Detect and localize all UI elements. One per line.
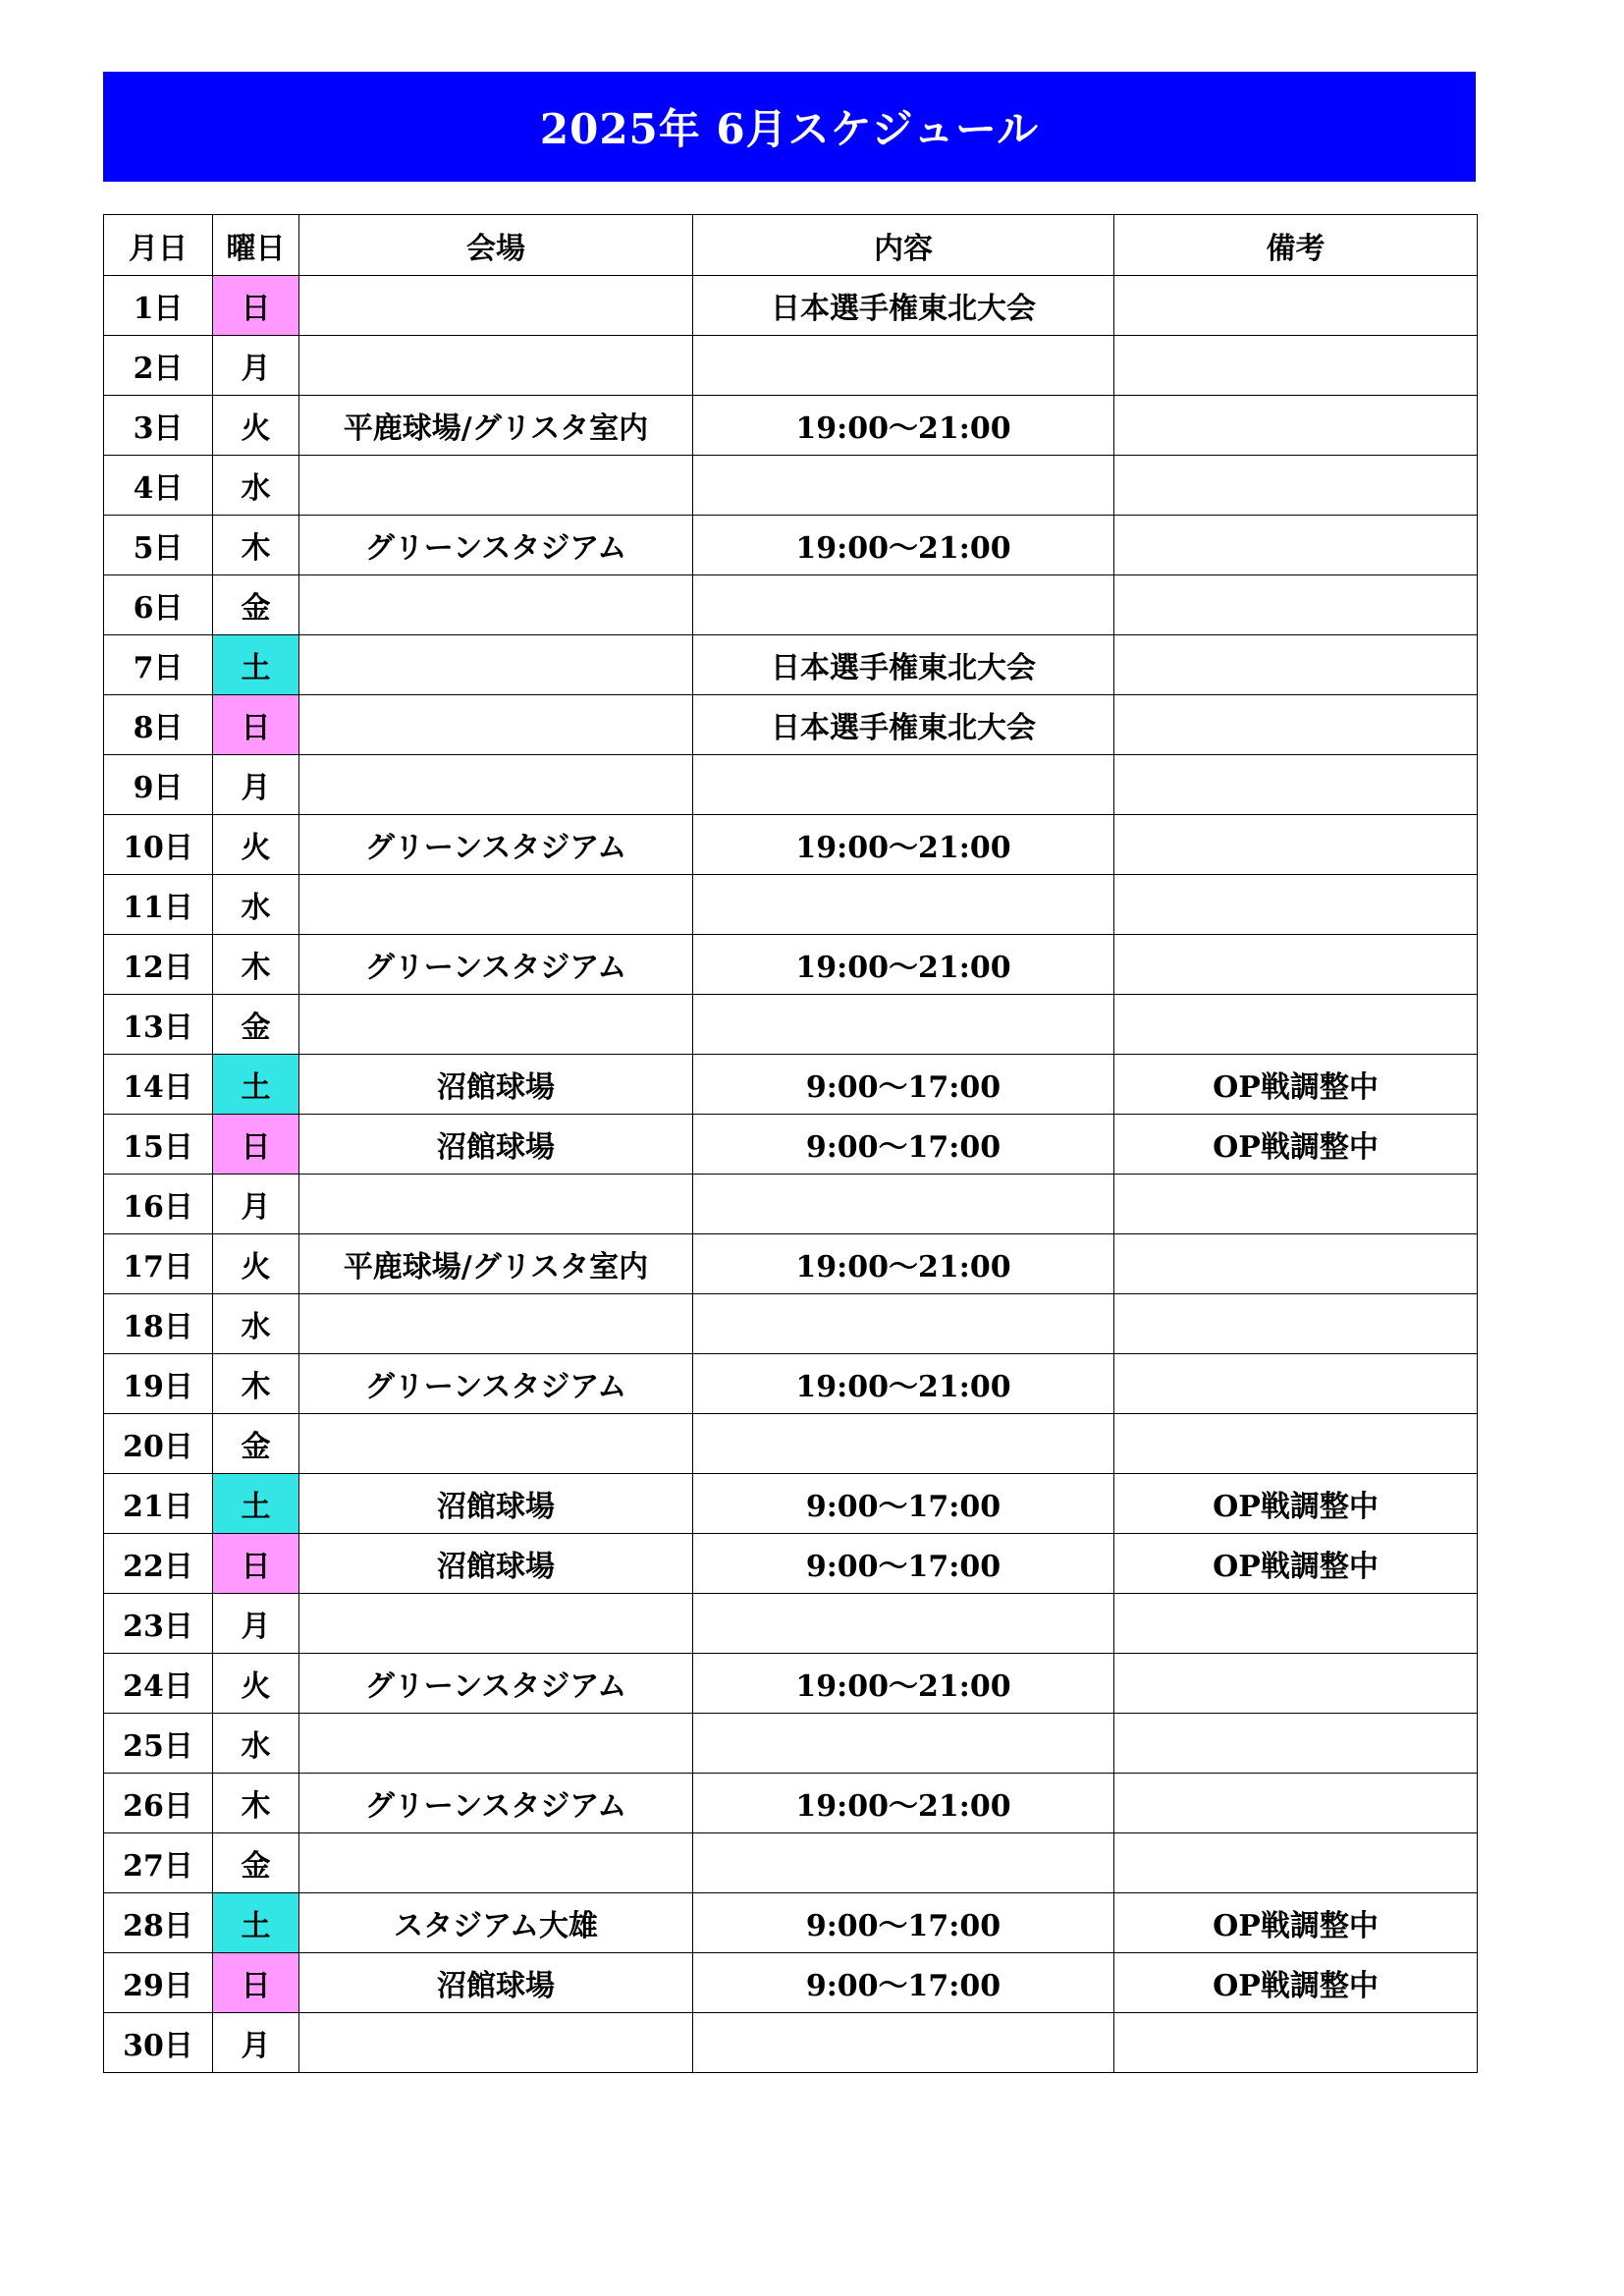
table-row [104, 935, 1478, 995]
cell-notes [1114, 1175, 1478, 1234]
cell-venue: 沼館球場 [299, 1055, 693, 1115]
cell-content [693, 1294, 1114, 1354]
cell-date: 16日 [104, 1175, 213, 1234]
cell-date: 26日 [104, 1774, 213, 1833]
cell-notes [1114, 276, 1478, 336]
cell-content [693, 1833, 1114, 1893]
cell-date: 3日 [104, 396, 213, 456]
cell-content: 19:00～21:00 [693, 516, 1114, 575]
table-row [104, 695, 1478, 755]
table-row [104, 1474, 1478, 1534]
cell-notes: OP戦調整中 [1114, 1115, 1478, 1175]
cell-venue: 沼館球場 [299, 1115, 693, 1175]
cell-date: 15日 [104, 1115, 213, 1175]
table-row [104, 456, 1478, 516]
cell-venue [299, 1714, 693, 1774]
cell-dow: 日 [213, 1115, 299, 1175]
cell-dow: 月 [213, 1175, 299, 1234]
cell-date: 2日 [104, 336, 213, 396]
cell-date: 22日 [104, 1534, 213, 1594]
cell-notes [1114, 1234, 1478, 1294]
cell-content [693, 995, 1114, 1055]
cell-dow: 月 [213, 336, 299, 396]
cell-venue: グリーンスタジアム [299, 1774, 693, 1833]
table-row [104, 276, 1478, 336]
cell-venue [299, 1175, 693, 1234]
cell-venue [299, 1294, 693, 1354]
cell-venue: グリーンスタジアム [299, 1654, 693, 1714]
cell-date: 8日 [104, 695, 213, 755]
cell-notes [1114, 695, 1478, 755]
table-row [104, 815, 1478, 875]
cell-dow: 日 [213, 1534, 299, 1594]
cell-dow: 木 [213, 516, 299, 575]
cell-date: 13日 [104, 995, 213, 1055]
header-dow: 曜日 [213, 215, 299, 276]
cell-dow: 木 [213, 935, 299, 995]
table-row [104, 1953, 1478, 2013]
cell-dow: 土 [213, 1055, 299, 1115]
cell-venue [299, 276, 693, 336]
cell-date: 6日 [104, 575, 213, 635]
cell-content: 19:00～21:00 [693, 1654, 1114, 1714]
cell-venue [299, 1833, 693, 1893]
table-header [104, 215, 1478, 276]
table-row [104, 875, 1478, 935]
cell-venue [299, 995, 693, 1055]
cell-dow: 金 [213, 575, 299, 635]
cell-venue: 平鹿球場/グリスタ室内 [299, 396, 693, 456]
cell-date: 9日 [104, 755, 213, 815]
cell-notes [1114, 995, 1478, 1055]
table-row [104, 1234, 1478, 1294]
cell-notes [1114, 575, 1478, 635]
cell-notes [1114, 635, 1478, 695]
cell-venue [299, 336, 693, 396]
cell-venue [299, 1414, 693, 1474]
cell-content [693, 336, 1114, 396]
cell-dow: 月 [213, 755, 299, 815]
cell-notes [1114, 456, 1478, 516]
cell-venue [299, 1594, 693, 1654]
table-row [104, 1175, 1478, 1234]
cell-content: 日本選手権東北大会 [693, 695, 1114, 755]
cell-content: 19:00～21:00 [693, 1774, 1114, 1833]
cell-content: 19:00～21:00 [693, 935, 1114, 995]
cell-venue: グリーンスタジアム [299, 516, 693, 575]
cell-notes: OP戦調整中 [1114, 1953, 1478, 2013]
cell-date: 21日 [104, 1474, 213, 1534]
cell-dow: 日 [213, 1953, 299, 2013]
cell-dow: 火 [213, 1234, 299, 1294]
cell-venue: 沼館球場 [299, 1534, 693, 1594]
page-title: 2025年 6月スケジュール [103, 72, 1476, 182]
cell-venue: グリーンスタジアム [299, 935, 693, 995]
cell-venue: グリーンスタジアム [299, 815, 693, 875]
cell-dow: 金 [213, 1833, 299, 1893]
cell-content [693, 1414, 1114, 1474]
cell-notes: OP戦調整中 [1114, 1474, 1478, 1534]
cell-dow: 土 [213, 1474, 299, 1534]
cell-date: 30日 [104, 2013, 213, 2073]
cell-content: 19:00～21:00 [693, 396, 1114, 456]
table-row [104, 2013, 1478, 2073]
table-row [104, 1833, 1478, 1893]
header-content: 内容 [693, 215, 1114, 276]
cell-content: 9:00～17:00 [693, 1474, 1114, 1534]
cell-notes [1114, 1833, 1478, 1893]
cell-dow: 水 [213, 1714, 299, 1774]
cell-content [693, 1714, 1114, 1774]
cell-venue [299, 575, 693, 635]
cell-date: 10日 [104, 815, 213, 875]
cell-dow: 日 [213, 695, 299, 755]
cell-content [693, 1594, 1114, 1654]
cell-content: 19:00～21:00 [693, 815, 1114, 875]
cell-venue [299, 456, 693, 516]
cell-content: 日本選手権東北大会 [693, 276, 1114, 336]
cell-content [693, 755, 1114, 815]
cell-notes [1114, 1654, 1478, 1714]
cell-notes [1114, 875, 1478, 935]
cell-dow: 火 [213, 396, 299, 456]
table-row [104, 1055, 1478, 1115]
cell-content: 9:00～17:00 [693, 1115, 1114, 1175]
cell-notes [1114, 755, 1478, 815]
cell-dow: 土 [213, 635, 299, 695]
cell-dow: 木 [213, 1774, 299, 1833]
cell-dow: 火 [213, 1654, 299, 1714]
table-body [104, 276, 1478, 2073]
cell-content: 9:00～17:00 [693, 1534, 1114, 1594]
table-row [104, 336, 1478, 396]
table-row [104, 1354, 1478, 1414]
cell-content: 19:00～21:00 [693, 1234, 1114, 1294]
cell-venue [299, 695, 693, 755]
cell-date: 12日 [104, 935, 213, 995]
cell-notes [1114, 1774, 1478, 1833]
cell-date: 28日 [104, 1893, 213, 1953]
cell-notes [1114, 1294, 1478, 1354]
table-row [104, 1654, 1478, 1714]
cell-venue: スタジアム大雄 [299, 1893, 693, 1953]
cell-content: 9:00～17:00 [693, 1893, 1114, 1953]
header-notes: 備考 [1114, 215, 1478, 276]
cell-content [693, 1175, 1114, 1234]
cell-venue: グリーンスタジアム [299, 1354, 693, 1414]
cell-date: 18日 [104, 1294, 213, 1354]
table-row [104, 1714, 1478, 1774]
cell-dow: 日 [213, 276, 299, 336]
cell-dow: 水 [213, 875, 299, 935]
cell-date: 11日 [104, 875, 213, 935]
cell-date: 17日 [104, 1234, 213, 1294]
cell-date: 19日 [104, 1354, 213, 1414]
table-row [104, 516, 1478, 575]
cell-content [693, 875, 1114, 935]
cell-notes: OP戦調整中 [1114, 1893, 1478, 1953]
table-row [104, 1594, 1478, 1654]
cell-content [693, 2013, 1114, 2073]
cell-notes [1114, 336, 1478, 396]
table-row [104, 1414, 1478, 1474]
cell-dow: 木 [213, 1354, 299, 1414]
cell-date: 20日 [104, 1414, 213, 1474]
cell-notes [1114, 1414, 1478, 1474]
cell-content: 9:00～17:00 [693, 1055, 1114, 1115]
cell-date: 14日 [104, 1055, 213, 1115]
cell-notes: OP戦調整中 [1114, 1055, 1478, 1115]
cell-date: 23日 [104, 1594, 213, 1654]
cell-date: 1日 [104, 276, 213, 336]
table-row [104, 1893, 1478, 1953]
header-row [104, 215, 1478, 276]
cell-dow: 金 [213, 1414, 299, 1474]
cell-dow: 水 [213, 456, 299, 516]
cell-date: 25日 [104, 1714, 213, 1774]
cell-dow: 土 [213, 1893, 299, 1953]
table-row [104, 1115, 1478, 1175]
cell-content [693, 456, 1114, 516]
cell-content: 日本選手権東北大会 [693, 635, 1114, 695]
cell-notes [1114, 2013, 1478, 2073]
cell-date: 5日 [104, 516, 213, 575]
cell-venue [299, 755, 693, 815]
cell-date: 7日 [104, 635, 213, 695]
cell-date: 29日 [104, 1953, 213, 2013]
cell-venue: 平鹿球場/グリスタ室内 [299, 1234, 693, 1294]
cell-notes [1114, 396, 1478, 456]
schedule-table [103, 214, 1478, 2073]
header-date: 月日 [104, 215, 213, 276]
cell-notes: OP戦調整中 [1114, 1534, 1478, 1594]
cell-content: 19:00～21:00 [693, 1354, 1114, 1414]
cell-venue [299, 635, 693, 695]
table-row [104, 995, 1478, 1055]
cell-dow: 火 [213, 815, 299, 875]
cell-dow: 金 [213, 995, 299, 1055]
table-row [104, 575, 1478, 635]
cell-notes [1114, 935, 1478, 995]
cell-notes [1114, 1714, 1478, 1774]
cell-dow: 月 [213, 1594, 299, 1654]
cell-dow: 月 [213, 2013, 299, 2073]
cell-content [693, 575, 1114, 635]
cell-dow: 水 [213, 1294, 299, 1354]
cell-venue: 沼館球場 [299, 1953, 693, 2013]
cell-venue: 沼館球場 [299, 1474, 693, 1534]
cell-venue [299, 2013, 693, 2073]
cell-date: 27日 [104, 1833, 213, 1893]
cell-venue [299, 875, 693, 935]
cell-notes [1114, 815, 1478, 875]
cell-notes [1114, 1354, 1478, 1414]
table-row [104, 1534, 1478, 1594]
cell-date: 24日 [104, 1654, 213, 1714]
table-row [104, 755, 1478, 815]
cell-date: 4日 [104, 456, 213, 516]
header-venue: 会場 [299, 215, 693, 276]
cell-notes [1114, 516, 1478, 575]
table-row [104, 1294, 1478, 1354]
table-row [104, 396, 1478, 456]
table-row [104, 635, 1478, 695]
table-row [104, 1774, 1478, 1833]
cell-content: 9:00～17:00 [693, 1953, 1114, 2013]
cell-notes [1114, 1594, 1478, 1654]
